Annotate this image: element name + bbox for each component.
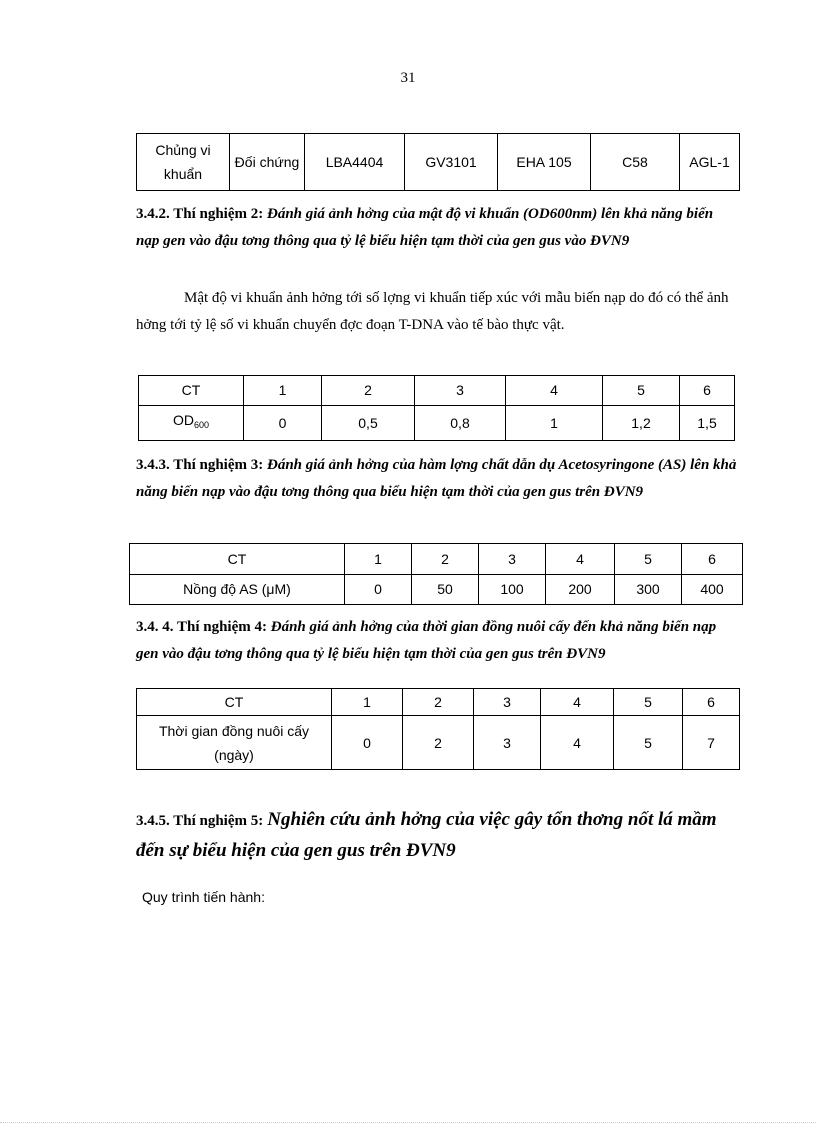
experiment-title: Nghiên cứu ảnh hởng của việc gây tổn thơng nốt lá mầm đến sự biểu hiện của gen gus trên ĐVN9 [136,809,717,861]
table-cell: 5 [614,716,683,770]
table-cell: 50 [412,574,479,605]
table-cell: 2 [412,544,479,575]
paragraph: Mật độ vi khuẩn ảnh hởng tới số lợng vi khuẩn tiếp xúc với mẫu biến nạp do đó có thể ảnh hởng tới tỷ lệ số vi khuẩn chuyển đợc đoạn T-DNA vào tế bào thực vật. [136,290,729,333]
table-row [130,574,743,605]
experiment-5-heading [136,805,740,867]
experiment-4-heading [136,614,740,668]
table-cell: 0 [244,405,322,440]
table-cell: Nồng độ AS (μM) [130,574,345,605]
table-cell: 7 [683,716,740,770]
table-cell: GV3101 [405,134,498,191]
table-row [139,405,735,440]
table-cell: 3 [474,716,541,770]
table-cell: 2 [403,689,474,716]
as-concentration-table [129,543,743,605]
table-row [137,716,740,770]
table-cell: 5 [615,544,682,575]
procedure-label: Quy trình tiến hành: [142,889,265,905]
table-cell: 100 [479,574,546,605]
table-cell: 4 [541,689,614,716]
od-label: OD [172,412,194,429]
table-cell: 0 [332,716,403,770]
table-cell: 1 [332,689,403,716]
experiment-title: Đánh giá ảnh hởng của hàm lợng chất dẫn dụ Acetosyringone (AS) lên khả năng biến nạp vào đậu tơng thông qua biểu hiện tạm thời của gen gus trên ĐVN9 [136,457,737,500]
table-cell: C58 [591,134,680,191]
table-row [137,134,740,191]
table-cell: CT [137,689,332,716]
table-row [139,376,735,406]
table-cell: 4 [546,544,615,575]
table-cell: 2 [403,716,474,770]
table-cell: 1 [345,544,412,575]
page-number: 31 [400,70,416,86]
table-cell: LBA4404 [305,134,405,191]
table-cell: 5 [614,689,683,716]
experiment-number: 3.4.2. Thí nghiệm 2: [136,206,264,222]
co-culture-time-table [136,688,740,770]
table-cell: 1 [506,405,603,440]
table-cell: 4 [541,716,614,770]
table-cell: 0 [345,574,412,605]
table-row [137,689,740,716]
table-cell: 0,8 [415,405,506,440]
experiment-title: Đánh giá ảnh hởng của thời gian đồng nuôi cấy đến khả năng biến nạp gen vào đậu tơng thông qua tỷ lệ biểu hiện tạm thời của gen gus trên ĐVN9 [136,619,717,662]
table-cell: 6 [683,689,740,716]
table-row [130,544,743,575]
table-cell [139,405,244,440]
table-cell: 1,2 [603,405,680,440]
table-cell: 4 [506,376,603,406]
table-cell: 6 [680,376,735,406]
table-cell: 5 [603,376,680,406]
table-cell: CT [130,544,345,575]
table-cell: 1,5 [680,405,735,440]
experiment-number: 3.4.5. Thí nghiệm 5: [136,813,264,829]
table-cell: 3 [415,376,506,406]
experiment-number: 3.4.3. Thí nghiệm 3: [136,457,264,473]
experiment-title: Đánh giá ảnh hởng của mật độ vi khuẩn (OD600nm) lên khả năng biến nạp gen vào đậu tơng thông qua tỷ lệ biểu hiện tạm thời của gen gus vào ĐVN9 [136,206,714,249]
od-table [138,375,735,441]
table-cell: Đối chứng [230,134,305,191]
table-cell: Chủng vi khuẩn [137,134,230,191]
strain-table [136,133,740,191]
table-cell: 400 [682,574,743,605]
table-cell: 200 [546,574,615,605]
table-cell: 3 [479,544,546,575]
table-cell: EHA 105 [498,134,591,191]
table-cell: AGL-1 [680,134,740,191]
experiment-3-heading [136,452,740,506]
table-cell: Thời gian đồng nuôi cấy (ngày) [137,716,332,770]
experiment-2-heading [136,201,740,255]
experiment-number: 3.4. 4. Thí nghiệm 4: [136,619,267,635]
table-cell: 300 [615,574,682,605]
table-cell: CT [139,376,244,406]
table-cell: 2 [322,376,415,406]
od-subscript: 600 [193,420,210,431]
table-cell: 1 [244,376,322,406]
table-cell: 0,5 [322,405,415,440]
table-cell: 6 [682,544,743,575]
table-cell: 3 [474,689,541,716]
